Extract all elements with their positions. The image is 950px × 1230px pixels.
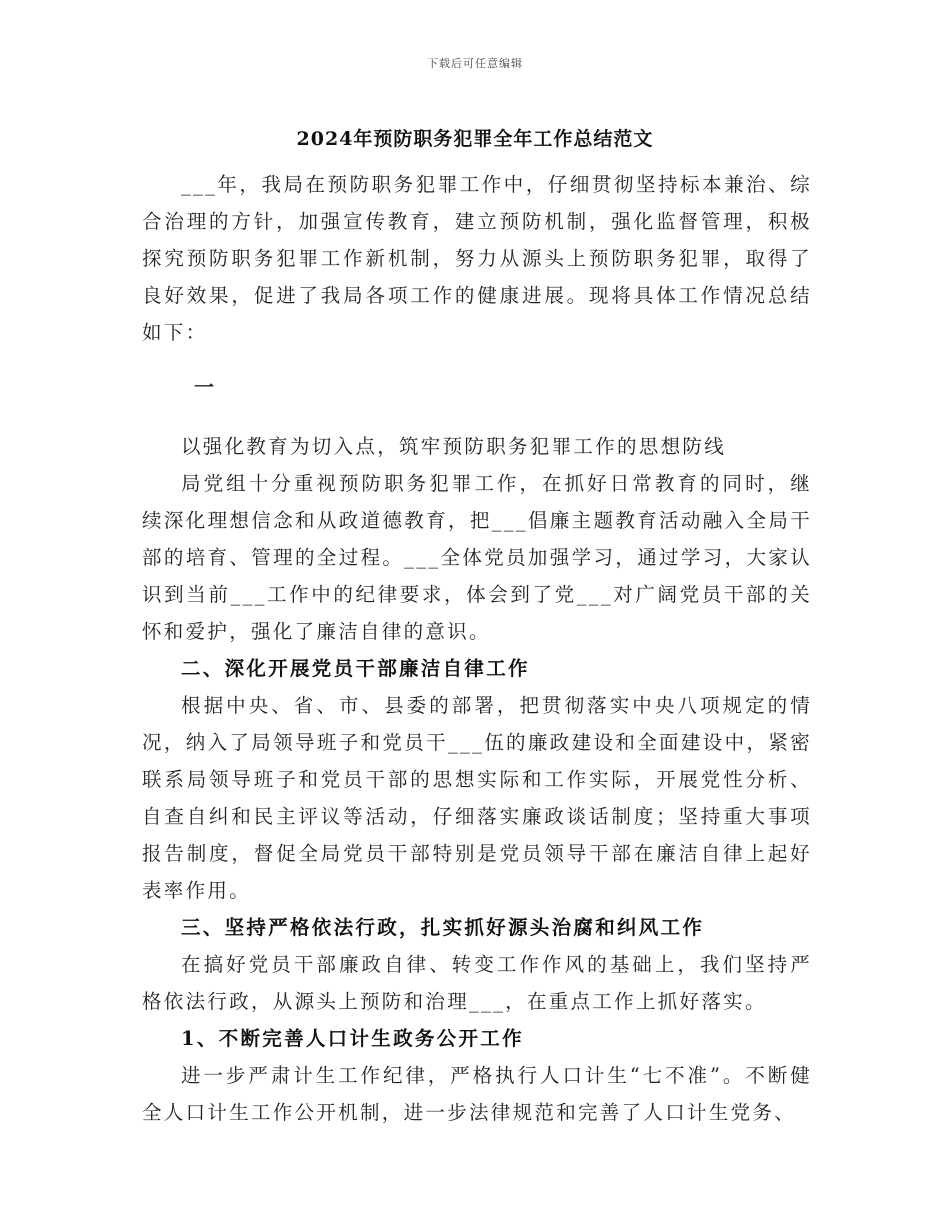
document-body	[142, 166, 812, 1131]
section-one-paragraph: 局党组十分重视预防职务犯罪工作，在抓好日常教育的同时，继续深化理想信念和从政道德教育，把___倡廉主题教育活动融入全局干部的培育、管理的全过程。___全体党员加强学习，通过学习，大家认识到当前___工作中的纪律要求，体会到了党___对广阔党员干部的关怀和爱护，强化了廉洁自律的意识。	[142, 472, 812, 643]
section-two-paragraph: 根据中央、省、市、县委的部署，把贯彻落实中央八项规定的情况，纳入了局领导班子和党员干___伍的廉政建设和全面建设中，紧密联系局领导班子和党员干部的思想实际和工作实际，开展党性分析、自查自纠和民主评议等活动，仔细落实廉政谈话制度；坚持重大事项报告制度，督促全局党员干部特别是党员领导干部在廉洁自律上起好表率作用。	[142, 694, 812, 902]
section-one-marker: 一	[194, 375, 217, 399]
subsection-one-paragraph: 进一步严肃计生工作纪律，严格执行人口计生“七不准”。不断健全人口计生工作公开机制，进一步法律规范和完善了人口计生党务、	[142, 1064, 812, 1124]
header-note: 下载后可任意编辑	[427, 57, 523, 70]
section-two-heading: 二、深化开展党员干部廉洁自律工作	[181, 657, 530, 680]
section-three-paragraph: 在搞好党员干部廉政自律、转变工作作风的基础上，我们坚持严格依法行政，从源头上预防和治理___，在重点工作上抓好落实。	[142, 953, 812, 1013]
document-title: 2024年预防职务犯罪全年工作总结范文	[296, 128, 654, 150]
subsection-one-heading: 1、不断完善人口计生政务公开工作	[181, 1027, 524, 1050]
section-one-title: 以强化教育为切入点，筑牢预防职务犯罪工作的思想防线	[181, 435, 727, 458]
section-three-heading: 三、坚持严格依法行政，扎实抓好源头治腐和纠风工作	[181, 916, 705, 939]
intro-paragraph: ___年，我局在预防职务犯罪工作中，仔细贯彻坚持标本兼治、综合治理的方针，加强宣传教育，建立预防机制，强化监督管理，积极探究预防职务犯罪工作新机制，努力从源头上预防职务犯罪，取得了良好效果，促进了我局各项工作的健康进展。现将具体工作情况总结如下：	[142, 173, 812, 344]
